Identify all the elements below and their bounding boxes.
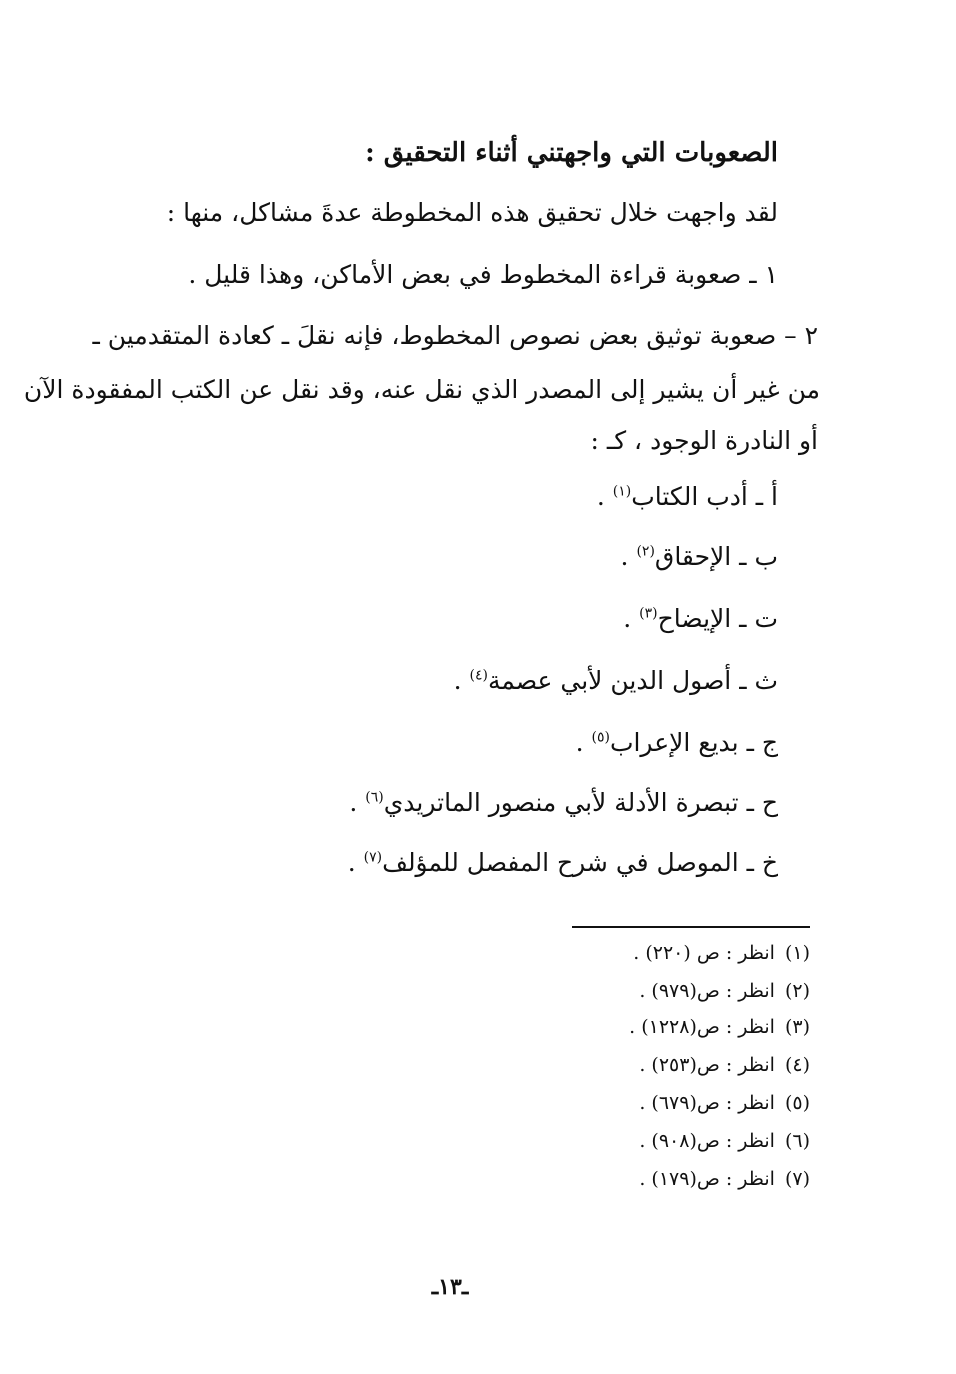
footnote (633, 944, 810, 963)
list-item (348, 850, 778, 875)
footnote-number: (٢) (784, 980, 810, 1002)
footnote (639, 982, 810, 1001)
footnote-ref: (٣) (639, 605, 658, 622)
section-heading: الصعوبات التي واجهتني أثناء التحقيق : (365, 138, 778, 168)
footnote-number: (١) (784, 942, 810, 964)
footnote-text: انظر : ص(٩٠٨) . (639, 1130, 775, 1152)
list-item (597, 484, 778, 509)
footnote-ref: (١) (612, 483, 632, 500)
footnote-text: انظر : ص (٢٢٠) . (633, 942, 775, 964)
footnote-ref: (٦) (365, 789, 384, 806)
list-item-text: ج ـ بديع الإعراب (609, 728, 778, 757)
footnote-text: انظر : ص(١٢٢٨) . (629, 1016, 775, 1038)
footnote-text: انظر : ص(١٧٩) . (639, 1168, 775, 1190)
list-item-text: ت ـ الإيضاح (657, 604, 778, 633)
list-item-end: . (575, 728, 592, 757)
footnote-number: (٤) (784, 1054, 810, 1076)
footnote (639, 1132, 810, 1151)
list-item-end: . (623, 604, 640, 633)
page-number: ـ١٣ـ (431, 1274, 469, 1300)
list-item (576, 730, 778, 755)
list-item (349, 790, 778, 815)
list-item-end: . (620, 542, 637, 571)
footnote-ref: (٤) (469, 667, 488, 684)
footnote-ref: (٥) (591, 729, 610, 746)
list-item (454, 668, 778, 693)
list-item-end: . (596, 482, 613, 511)
footnote-number: (٧) (784, 1168, 810, 1190)
list-item (621, 544, 778, 569)
list-item-text: أ ـ أدب الكتاب (631, 482, 778, 511)
footnote-number: (٥) (784, 1092, 810, 1114)
list-item-text: ح ـ تبصرة الأدلة لأبي منصور الماتريدي (383, 788, 778, 817)
footnote-text: انظر : ص(٦٧٩) . (639, 1092, 775, 1114)
footnote (639, 1170, 810, 1189)
list-item-end: . (347, 848, 364, 877)
footnote (639, 1094, 810, 1113)
footnote-number: (٣) (784, 1016, 810, 1038)
footnote-text: انظر : ص(٢٥٣) . (639, 1054, 775, 1076)
list-item-end: . (349, 788, 366, 817)
list-item (623, 606, 778, 631)
footnote (639, 1056, 810, 1075)
list-item-text: خ ـ الموصل في شرح المفصل للمؤلف (382, 848, 778, 877)
footnote-ref: (٧) (363, 849, 383, 866)
point-2-line-3: أو النادرة الوجود ، كـ : (590, 426, 818, 455)
list-item-text: ث ـ أصول الدين لأبي عصمة (487, 666, 778, 695)
footnote (629, 1018, 810, 1037)
point-2-line-2: من غير أن يشير إلى المصدر الذي نقل عنه، وقد نقل عن الكتب المفقودة الآن (23, 375, 820, 404)
footnote-ref: (٢) (636, 543, 655, 560)
list-item-text: ب ـ الإحقاق (654, 542, 778, 571)
list-item-end: . (453, 666, 470, 695)
footnote-number: (٦) (784, 1130, 810, 1152)
intro-line: لقد واجهت خلال تحقيق هذه المخطوطة عدةَ مشاكل، منها : (166, 198, 778, 227)
footnote-text: انظر : ص(٩٧٩) . (639, 980, 775, 1002)
point-2-line-1: ٢ – صعوبة توثيق بعض نصوص المخطوط، فإنه نقلَ ـ كعادة المتقدمين ـ (92, 321, 818, 350)
point-1: ١ ـ صعوبة قراءة المخطوط في بعض الأماكن، وهذا قليل . (188, 260, 778, 289)
footnote-separator (572, 926, 810, 928)
